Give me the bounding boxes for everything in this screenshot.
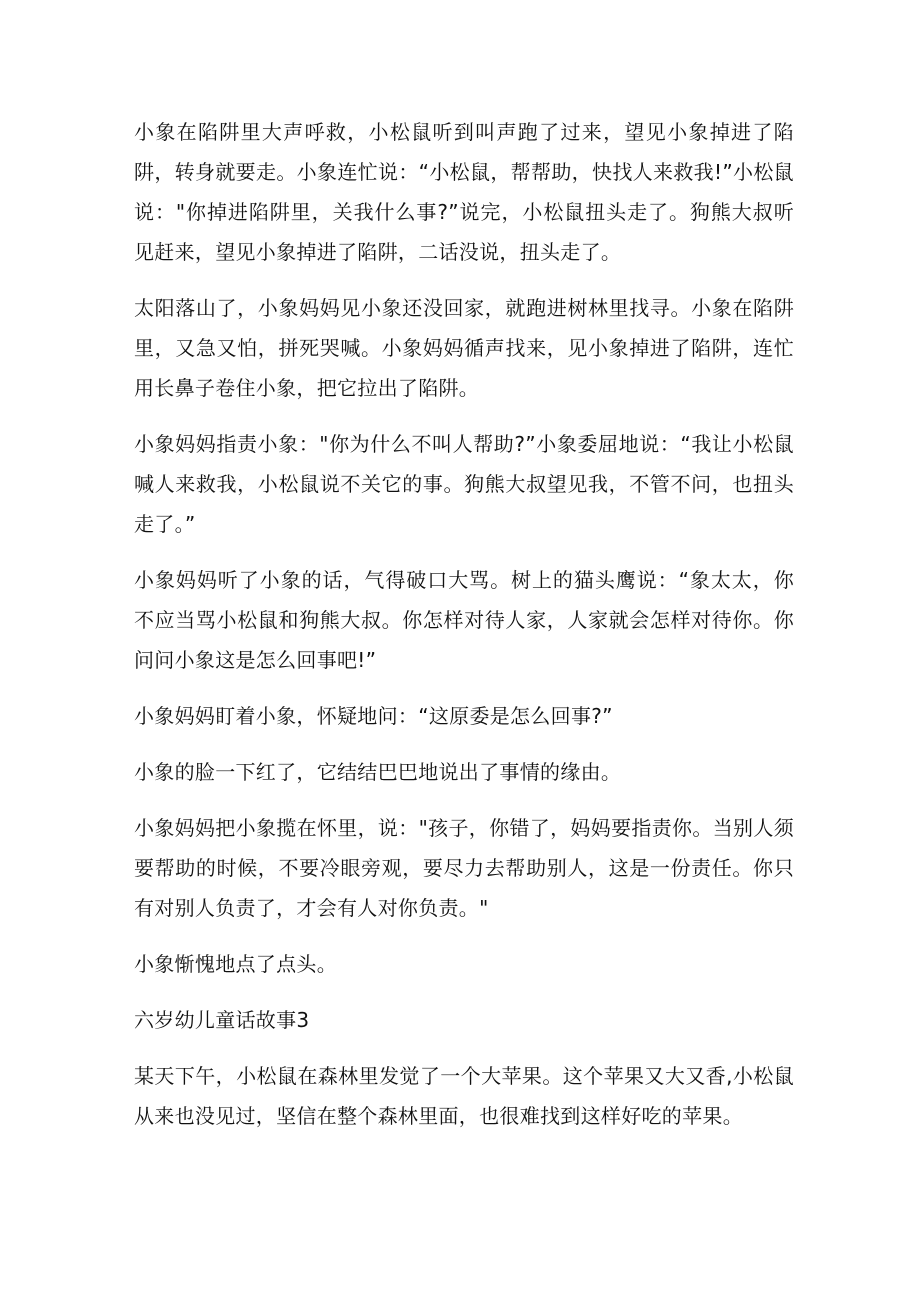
story-paragraph-6: 小象的脸一下红了，它结结巴巴地说出了事情的缘由。 [134,760,622,784]
document-body [134,112,794,1152]
section-heading: 六岁幼儿童话故事3 [134,1008,310,1032]
section-paragraph-1: 某天下午，小松鼠在森林里发觉了一个大苹果。这个苹果又大又香,小松鼠从来也没见过，坚信在整个森林里面，也很难找到这样好吃的苹果。 [134,1064,794,1128]
story-paragraph-8: 小象惭愧地点了点头。 [134,952,337,976]
story-paragraph-3: 小象妈妈指责小象："你为什么不叫人帮助?”小象委屈地说：“我让小松鼠喊人来救我，小松鼠说不关它的事。狗熊大叔望见我，不管不问，也扭头走了。” [134,432,794,536]
story-paragraph-1: 小象在陷阱里大声呼救，小松鼠听到叫声跑了过来，望见小象掉进了陷阱，转身就要走。小象连忙说：“小松鼠，帮帮助，快找人来救我!”小松鼠说："你掉进陷阱里，关我什么事?”说完，小松鼠扭头走了。狗熊大叔听见赶来，望见小象掉进了陷阱，二话没说，扭头走了。 [134,120,794,264]
story-paragraph-7: 小象妈妈把小象揽在怀里，说："孩子，你错了，妈妈要指责你。当别人须要帮助的时候，不要冷眼旁观，要尽力去帮助别人，这是一份责任。你只有对别人负责了，才会有人对你负责。" [134,816,794,920]
story-paragraph-4: 小象妈妈听了小象的话，气得破口大骂。树上的猫头鹰说：“象太太，你不应当骂小松鼠和狗熊大叔。你怎样对待人家，人家就会怎样对待你。你问问小象这是怎么回事吧!” [134,568,794,672]
story-paragraph-5: 小象妈妈盯着小象，怀疑地问：“这原委是怎么回事?” [134,704,613,728]
story-paragraph-2: 太阳落山了，小象妈妈见小象还没回家，就跑进树林里找寻。小象在陷阱里，又急又怕，拼死哭喊。小象妈妈循声找来，见小象掉进了陷阱，连忙用长鼻子卷住小象，把它拉出了陷阱。 [134,296,794,400]
